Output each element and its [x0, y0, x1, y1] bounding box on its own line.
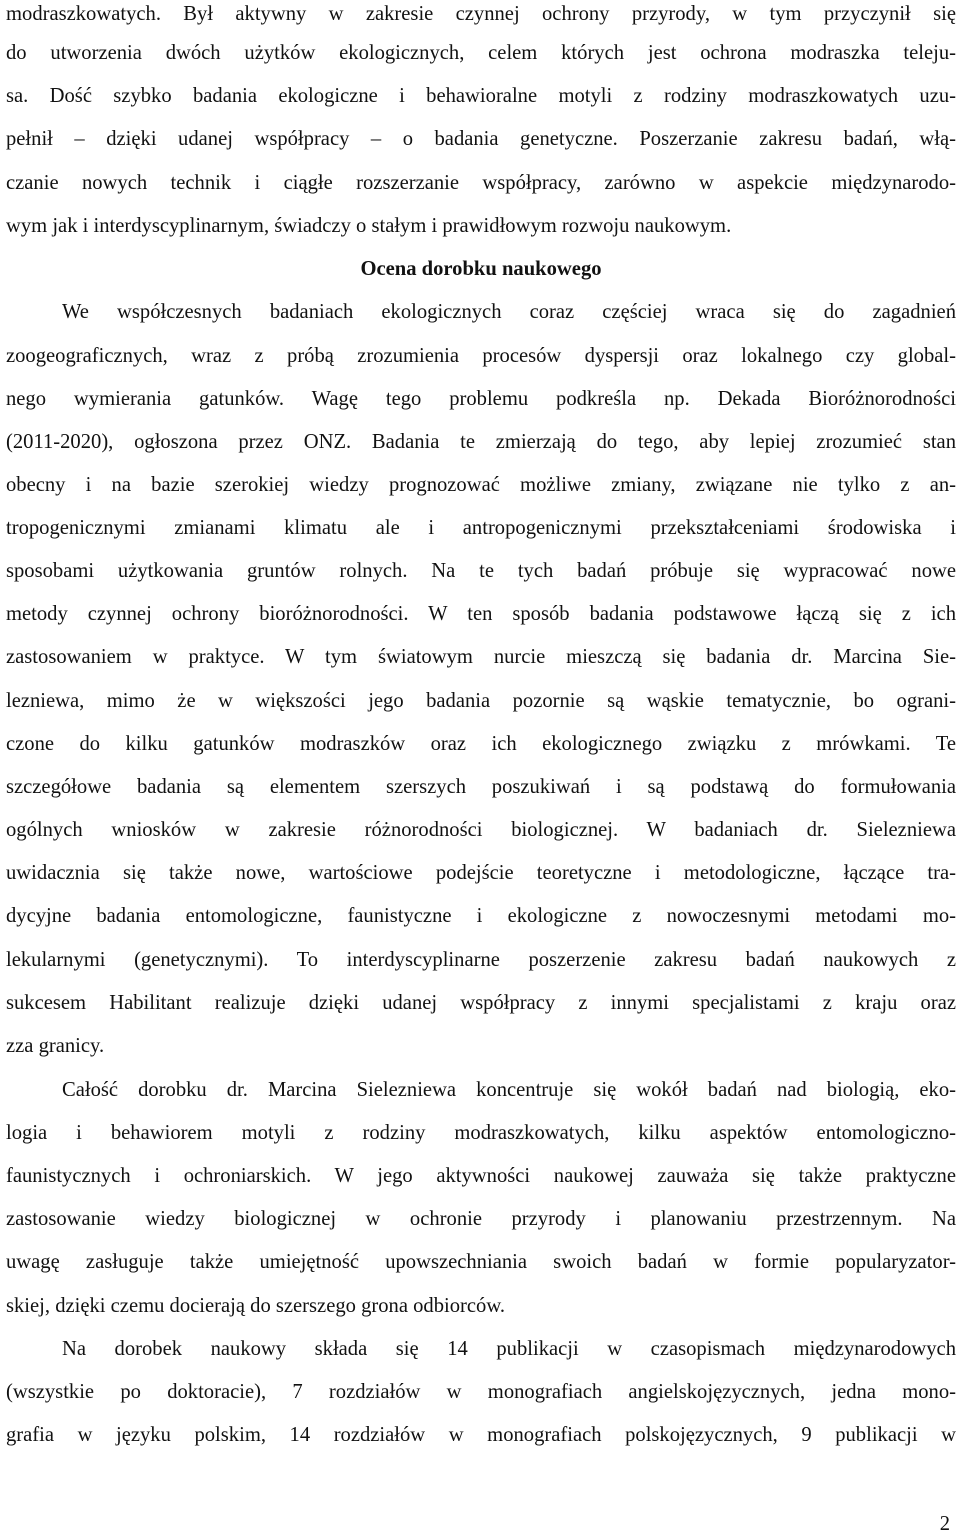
text-line: pełnił – dzięki udanej współpracy – o badania genetyczne. Poszerzanie zakresu badań, włą-	[6, 128, 956, 150]
text-line: lezniewa, mimo że w większości jego badania pozornie są wąskie tematycznie, bo ograni-	[6, 690, 956, 712]
text-line: grafia w języku polskim, 14 rozdziałów w monografiach polskojęzycznych, 9 publikacji w	[6, 1424, 956, 1446]
text-line: Na dorobek naukowy składa się 14 publikacji w czasopismach międzynarodowych	[62, 1338, 956, 1360]
text-line: skiej, dzięki czemu docierają do szerszego grona odbiorców.	[6, 1295, 506, 1317]
text-line: uwagę zasługuje także umiejętność upowszechniania swoich badań w formie popularyzator-	[6, 1251, 956, 1273]
text-line: (wszystkie po doktoracie), 7 rozdziałów w monografiach angielskojęzycznych, jedna mono-	[6, 1381, 956, 1403]
text-line: zastosowanie wiedzy biologicznej w ochronie przyrody i planowaniu przestrzennym. Na	[6, 1208, 956, 1230]
text-line: sukcesem Habilitant realizuje dzięki udanej współpracy z innymi specjalistami z kraju oraz	[6, 992, 956, 1014]
text-line: sposobami użytkowania gruntów rolnych. Na te tych badań próbuje się wypracować nowe	[6, 560, 956, 582]
text-line: nego wymierania gatunków. Wagę tego problemu podkreśla np. Dekada Bioróżnorodności	[6, 388, 956, 410]
page-number: 2	[939, 1513, 950, 1535]
text-line: sa. Dość szybko badania ekologiczne i behawioralne motyli z rodziny modraszkowatych uzu-	[6, 85, 956, 107]
text-line: metody czynnej ochrony bioróżnorodności. W ten sposób badania podstawowe łączą się z ich	[6, 603, 956, 625]
text-line: czone do kilku gatunków modraszków oraz ich ekologicznego związku z mrówkami. Te	[6, 733, 956, 755]
text-line: Całość dorobku dr. Marcina Sielezniewa koncentruje się wokół badań nad biologią, eko-	[62, 1079, 956, 1101]
text-line: modraszkowatych. Był aktywny w zakresie czynnej ochrony przyrody, w tym przyczynił się	[6, 3, 956, 25]
text-line: obecny i na bazie szerokiej wiedzy prognozować możliwe zmiany, związane nie tylko z an-	[6, 474, 956, 496]
text-line: uwidacznia się także nowe, wartościowe podejście teoretyczne i metodologiczne, łączące tra-	[6, 862, 956, 884]
text-line: logia i behawiorem motyli z rodziny modraszkowatych, kilku aspektów entomologiczno-	[6, 1122, 956, 1144]
text-line: tropogenicznymi zmianami klimatu ale i antropogenicznymi przekształceniami środowiska i	[6, 517, 956, 539]
section-heading: Ocena dorobku naukowego	[360, 258, 602, 280]
text-line: faunistycznych i ochroniarskich. W jego aktywności naukowej zauważa się także praktyczne	[6, 1165, 956, 1187]
text-line: zza granicy.	[6, 1035, 105, 1057]
text-line: wym jak i interdyscyplinarnym, świadczy o stałym i prawidłowym rozwoju naukowym.	[6, 215, 732, 237]
text-line: zoogeograficznych, wraz z próbą zrozumienia procesów dyspersji oraz lokalnego czy global-	[6, 345, 956, 367]
text-line: zastosowaniem w praktyce. W tym światowym nurcie mieszczą się badania dr. Marcina Sie-	[6, 646, 956, 668]
text-line: (2011-2020), ogłoszona przez ONZ. Badania te zmierzają do tego, aby lepiej zrozumieć stan	[6, 431, 956, 453]
text-line: szczegółowe badania są elementem szerszych poszukiwań i są podstawą do formułowania	[6, 776, 956, 798]
text-line: We współczesnych badaniach ekologicznych coraz częściej wraca się do zagadnień	[62, 301, 956, 323]
text-line: ogólnych wniosków w zakresie różnorodności biologicznej. W badaniach dr. Sielezniewa	[6, 819, 956, 841]
text-line: do utworzenia dwóch użytków ekologicznych, celem których jest ochrona modraszka teleju-	[6, 42, 956, 64]
text-line: dycyjne badania entomologiczne, faunistyczne i ekologiczne z nowoczesnymi metodami mo-	[6, 905, 956, 927]
text-line: lekularnymi (genetycznymi). To interdyscyplinarne poszerzenie zakresu badań naukowych z	[6, 949, 956, 971]
text-line: czanie nowych technik i ciągłe rozszerzanie współpracy, zarówno w aspekcie międzynarodo-	[6, 172, 956, 194]
